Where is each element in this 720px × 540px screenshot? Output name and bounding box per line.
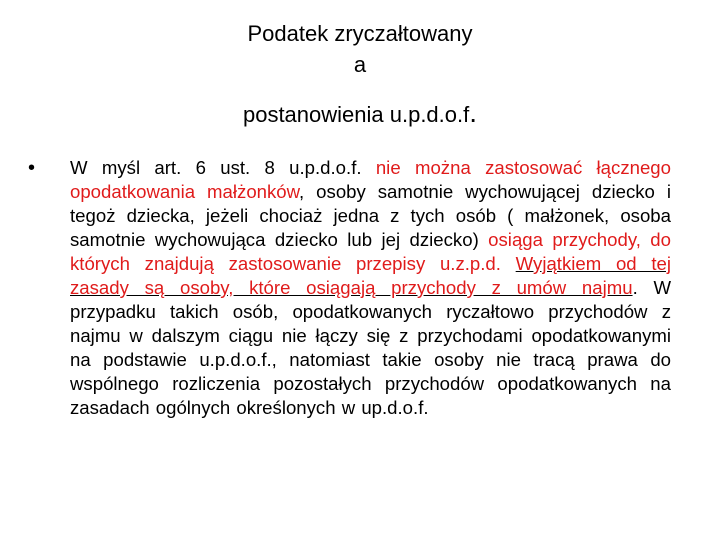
bullet-paragraph: [70, 156, 671, 420]
title-line-1: Podatek zryczałtowany: [247, 21, 473, 46]
slide-content: [28, 156, 671, 420]
title-line-3-dot: .: [469, 97, 478, 128]
title-line-3-text: postanowienia u.p.d.o.f: [242, 102, 470, 127]
paragraph-highlight-2: osiąga przychody, do których znajdują zastosowanie przepisy u.z.p.d.: [70, 229, 671, 274]
paragraph-segment-3: . W przypadku takich osób, opodatkowanych ryczałtowo przychodów z najmu w dalszym ciągu nie łączy się z przychodami opodatkowanymi na podstawie u.p.d.o.f., natomiast takie osoby nie tracą prawa do wspólnego rozliczenia pozostałych przychodów opodatkowanych na zasadach ogólnych określonych w up.d.o.f.: [70, 277, 671, 418]
title-line-3: [150, 97, 570, 130]
bullet-icon: •: [28, 157, 36, 179]
title-line-2: a: [353, 52, 367, 77]
paragraph-highlight-exception: Wyjątkiem od tej zasady są osoby, które osiągają przychody z umów najmu: [70, 253, 671, 298]
paragraph-segment-1: W myśl art. 6 ust. 8 u.p.d.o.f.: [70, 157, 376, 178]
slide-title: [150, 18, 570, 130]
paragraph-space: [501, 253, 516, 274]
paragraph-highlight-1: nie można zastosować łącznego opodatkowania małżonków: [70, 157, 671, 202]
paragraph-segment-2: , osoby samotnie wychowującej dziecko i tegoż dziecka, jeżeli chociaż jedna z tych osób ( małżonek, osoba samotnie wychowująca dziecko lub jej dziecko): [70, 181, 671, 250]
